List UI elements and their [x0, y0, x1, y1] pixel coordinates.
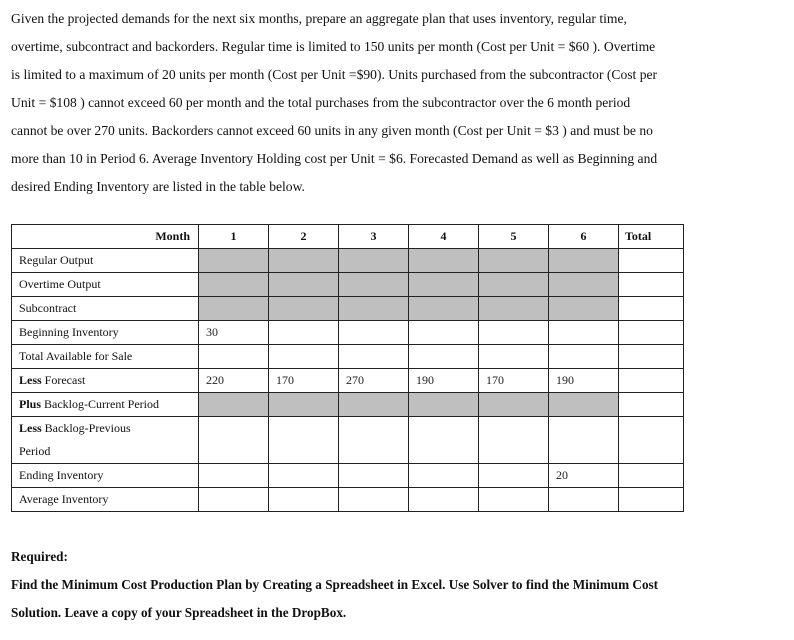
less-forecast-label	[12, 369, 199, 393]
month-4-header: 4	[409, 225, 479, 249]
forecast-text: Forecast	[41, 373, 86, 387]
table-cell	[339, 249, 409, 273]
table-cell	[269, 273, 339, 297]
table-cell	[409, 345, 479, 369]
table-cell	[549, 321, 619, 345]
beginning-inventory-month-1: 30	[199, 321, 269, 345]
subcontract-label: Subcontract	[12, 297, 199, 321]
plus-backlog-row	[12, 393, 684, 417]
table-cell	[479, 393, 549, 417]
less-prefix: Less	[19, 373, 42, 387]
table-cell	[339, 297, 409, 321]
less-forecast-row	[12, 369, 684, 393]
regular-output-label: Regular Output	[12, 249, 199, 273]
table-cell	[269, 249, 339, 273]
aggregate-plan-table	[11, 224, 684, 512]
table-cell	[199, 417, 269, 464]
table-cell	[339, 393, 409, 417]
forecast-month-1: 220	[199, 369, 269, 393]
table-cell	[339, 464, 409, 488]
intro-line-4: Unit = $108 ) cannot exceed 60 per month and the total purchases from the subcontractor over the 6 month period	[11, 95, 631, 110]
table-cell	[619, 369, 684, 393]
table-cell	[269, 321, 339, 345]
table-cell	[479, 417, 549, 464]
plus-backlog-label	[12, 393, 199, 417]
table-cell	[549, 393, 619, 417]
table-cell	[339, 488, 409, 512]
intro-line-2: overtime, subcontract and backorders. Regular time is limited to 150 units per month (Cost per Unit = $60 ). Overtime	[11, 39, 656, 54]
ending-inventory-label: Ending Inventory	[12, 464, 199, 488]
average-inventory-row	[12, 488, 684, 512]
table-cell	[549, 488, 619, 512]
less-prefix: Less	[19, 421, 42, 435]
table-cell	[339, 345, 409, 369]
table-cell	[269, 345, 339, 369]
table-cell	[269, 417, 339, 464]
total-header: Total	[619, 225, 684, 249]
intro-line-6: more than 10 in Period 6. Average Inventory Holding cost per Unit = $6. Forecasted Demand as well as Beginning and	[11, 151, 658, 166]
intro-line-3: is limited to a maximum of 20 units per month (Cost per Unit =$90). Units purchased from the subcontractor (Cost per	[11, 67, 658, 82]
table-cell	[549, 273, 619, 297]
month-5-header: 5	[479, 225, 549, 249]
table-cell	[269, 393, 339, 417]
forecast-month-3: 270	[339, 369, 409, 393]
ending-inventory-row	[12, 464, 684, 488]
table-cell	[339, 273, 409, 297]
table-cell	[339, 417, 409, 464]
table-cell	[269, 488, 339, 512]
required-line-1: Find the Minimum Cost Production Plan by Creating a Spreadsheet in Excel. Use Solver to find the Minimum Cost	[11, 577, 659, 592]
less-backlog-row	[12, 417, 684, 464]
table-cell	[619, 297, 684, 321]
intro-line-7: desired Ending Inventory are listed in the table below.	[11, 179, 305, 194]
plus-prefix: Plus	[19, 397, 42, 411]
backlog-previous-text: Backlog-Previous	[41, 421, 131, 435]
regular-output-row	[12, 249, 684, 273]
table-cell	[409, 488, 479, 512]
required-section	[11, 543, 658, 627]
table-cell	[199, 464, 269, 488]
table-cell	[409, 417, 479, 464]
forecast-month-5: 170	[479, 369, 549, 393]
table-cell	[199, 345, 269, 369]
month-2-header: 2	[269, 225, 339, 249]
month-6-header: 6	[549, 225, 619, 249]
table-cell	[619, 345, 684, 369]
table-cell	[479, 488, 549, 512]
table-cell	[619, 488, 684, 512]
table-cell	[199, 249, 269, 273]
required-line-2: Solution. Leave a copy of your Spreadsheet in the DropBox.	[11, 605, 347, 620]
forecast-month-2: 170	[269, 369, 339, 393]
ending-inventory-month-6: 20	[549, 464, 619, 488]
table-cell	[409, 249, 479, 273]
table-cell	[479, 297, 549, 321]
table-cell	[479, 464, 549, 488]
table-cell	[479, 249, 549, 273]
table-cell	[199, 273, 269, 297]
table-cell	[479, 273, 549, 297]
table-cell	[409, 464, 479, 488]
total-available-label: Total Available for Sale	[12, 345, 199, 369]
average-inventory-label: Average Inventory	[12, 488, 199, 512]
forecast-month-6: 190	[549, 369, 619, 393]
backlog-current-text: Backlog-Current Period	[41, 397, 159, 411]
table-cell	[269, 464, 339, 488]
table-cell	[549, 417, 619, 464]
subcontract-row	[12, 297, 684, 321]
table-cell	[619, 273, 684, 297]
table-cell	[479, 345, 549, 369]
table-cell	[619, 464, 684, 488]
table-cell	[549, 297, 619, 321]
table-cell	[619, 417, 684, 464]
table-cell	[409, 273, 479, 297]
table-cell	[199, 297, 269, 321]
backlog-previous-text-2: Period	[19, 444, 51, 458]
table-cell	[409, 297, 479, 321]
header-row	[12, 225, 684, 249]
month-header: Month	[12, 225, 199, 249]
overtime-output-label: Overtime Output	[12, 273, 199, 297]
table-cell	[619, 249, 684, 273]
table-cell	[409, 321, 479, 345]
table-cell	[409, 393, 479, 417]
table-cell	[549, 345, 619, 369]
problem-statement	[11, 5, 751, 201]
overtime-output-row	[12, 273, 684, 297]
required-heading: Required:	[11, 549, 68, 564]
table-cell	[479, 321, 549, 345]
month-3-header: 3	[339, 225, 409, 249]
beginning-inventory-row	[12, 321, 684, 345]
total-available-row	[12, 345, 684, 369]
table-cell	[549, 249, 619, 273]
intro-line-5: cannot be over 270 units. Backorders cannot exceed 60 units in any given month (Cost per Unit = $3 ) and must be no	[11, 123, 653, 138]
table-cell	[199, 488, 269, 512]
table-cell	[269, 297, 339, 321]
table-cell	[619, 393, 684, 417]
less-backlog-label	[12, 417, 199, 464]
table-cell	[339, 321, 409, 345]
table-cell	[199, 393, 269, 417]
intro-line-1: Given the projected demands for the next six months, prepare an aggregate plan that uses inventory, regular time,	[11, 11, 627, 26]
beginning-inventory-label: Beginning Inventory	[12, 321, 199, 345]
forecast-month-4: 190	[409, 369, 479, 393]
month-1-header: 1	[199, 225, 269, 249]
table-cell	[619, 321, 684, 345]
